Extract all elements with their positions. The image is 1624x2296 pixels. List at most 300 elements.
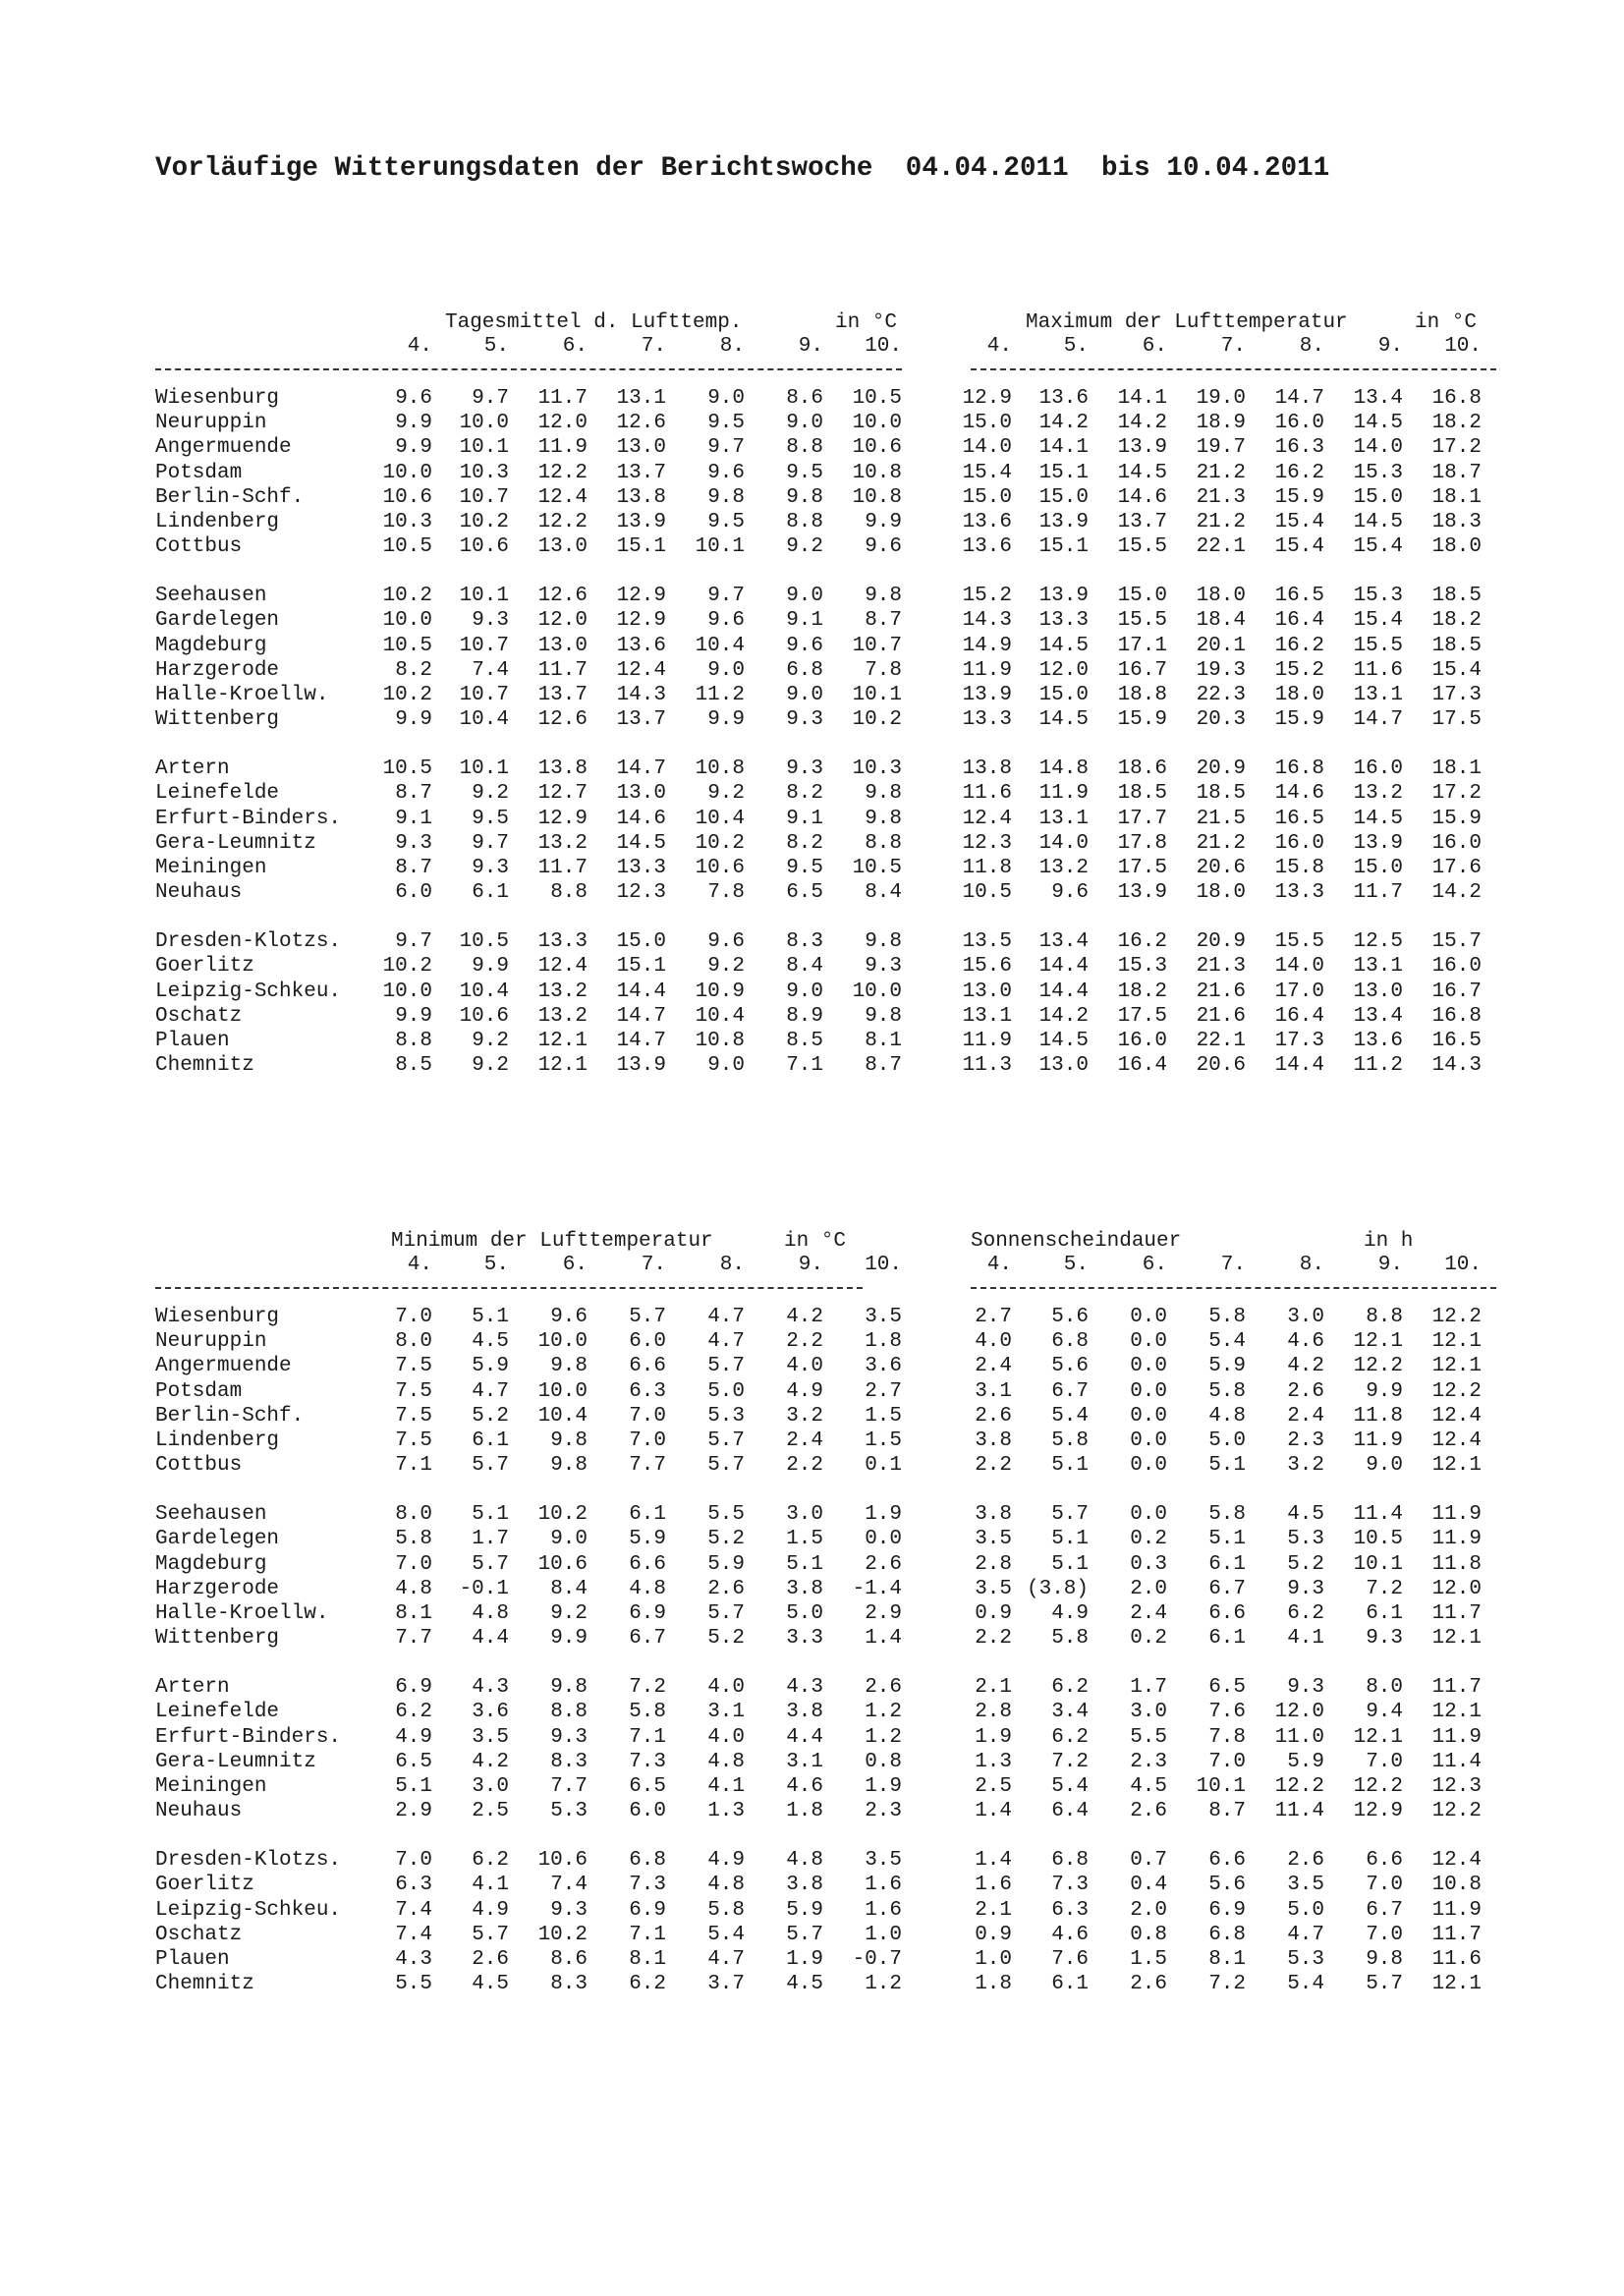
- block-header: [155, 1228, 1491, 1277]
- station-group: [155, 1848, 1491, 1996]
- station-name: Chemnitz: [155, 1054, 254, 1078]
- value-cell: 9.7: [707, 585, 745, 608]
- value-cell: 15.2: [962, 585, 1012, 608]
- value-cell: 11.7: [1431, 1923, 1482, 1946]
- value-cell: 8.4: [786, 955, 823, 979]
- value-cell: 9.8: [550, 1355, 588, 1378]
- value-cell: 2.6: [865, 1552, 902, 1576]
- value-cell: 7.8: [1208, 1725, 1246, 1749]
- value-cell: 11.9: [1353, 1428, 1403, 1452]
- value-cell: 10.5: [852, 387, 902, 410]
- value-cell: 12.9: [616, 609, 666, 633]
- value-cell: 6.0: [395, 881, 432, 905]
- value-cell: 11.9: [537, 436, 588, 460]
- value-cell: 5.1: [786, 1552, 823, 1576]
- value-cell: 9.7: [472, 387, 509, 410]
- value-cell: 2.0: [1130, 1898, 1167, 1922]
- value-cell: 11.7: [537, 658, 588, 682]
- value-cell: 5.0: [1287, 1898, 1324, 1922]
- value-cell: 7.3: [629, 1874, 666, 1897]
- value-cell: 1.6: [865, 1874, 902, 1897]
- station-name: Halle-Kroellw.: [155, 683, 329, 706]
- value-cell: 7.2: [1366, 1577, 1403, 1600]
- value-cell: 7.4: [472, 658, 509, 682]
- value-cell: 12.4: [616, 658, 666, 682]
- value-cell: 3.6: [472, 1701, 509, 1724]
- value-cell: 2.6: [1287, 1849, 1324, 1873]
- value-cell: 18.4: [1196, 609, 1246, 633]
- value-cell: 12.3: [962, 831, 1012, 855]
- value-cell: 21.6: [1196, 980, 1246, 1003]
- station-group: [155, 756, 1491, 905]
- value-cell: 7.7: [550, 1774, 588, 1798]
- value-cell: 6.1: [1208, 1627, 1246, 1651]
- value-cell: 10.3: [852, 757, 902, 781]
- value-cell: 7.0: [1208, 1750, 1246, 1773]
- value-cell: 5.7: [707, 1428, 745, 1452]
- value-cell: 10.4: [695, 807, 745, 830]
- value-cell: 5.9: [472, 1355, 509, 1378]
- value-cell: 9.5: [472, 807, 509, 830]
- value-cell: 6.2: [1051, 1725, 1089, 1749]
- value-cell: 4.9: [786, 1379, 823, 1403]
- value-cell: 17.5: [1117, 1004, 1167, 1028]
- value-cell: 8.1: [1208, 1947, 1246, 1971]
- value-cell: 0.0: [1130, 1379, 1167, 1403]
- block-header: [155, 309, 1491, 359]
- value-cell: 9.3: [865, 955, 902, 979]
- value-cell: 13.2: [537, 1004, 588, 1028]
- day-header: 10.: [865, 1254, 902, 1276]
- value-cell: 19.3: [1196, 658, 1246, 682]
- station-name: Seehausen: [155, 1503, 267, 1527]
- value-cell: 15.1: [616, 955, 666, 979]
- value-cell: 5.1: [1051, 1454, 1089, 1478]
- value-cell: 13.8: [537, 757, 588, 781]
- table-row: [155, 1947, 1491, 1972]
- value-cell: 21.6: [1196, 1004, 1246, 1028]
- value-cell: 5.1: [472, 1503, 509, 1527]
- value-cell: 10.2: [382, 585, 432, 608]
- value-cell: 9.6: [707, 461, 745, 484]
- value-cell: 15.4: [962, 461, 1012, 484]
- value-cell: 12.6: [616, 412, 666, 435]
- value-cell: 4.9: [472, 1898, 509, 1922]
- value-cell: 10.0: [382, 980, 432, 1003]
- value-cell: 20.9: [1196, 930, 1246, 954]
- value-cell: 15.5: [1353, 634, 1403, 657]
- value-cell: 1.8: [865, 1330, 902, 1354]
- value-cell: 12.9: [1353, 1800, 1403, 1823]
- value-cell: 9.2: [472, 1029, 509, 1052]
- value-cell: 0.0: [1130, 1306, 1167, 1328]
- value-cell: 12.2: [1431, 1800, 1482, 1823]
- value-cell: 13.6: [962, 535, 1012, 559]
- table-row: [155, 1873, 1491, 1897]
- value-cell: 18.8: [1117, 683, 1167, 706]
- station-name: Oschatz: [155, 1923, 243, 1946]
- station-name: Neuhaus: [155, 881, 243, 905]
- value-cell: 15.0: [1353, 856, 1403, 879]
- value-cell: 5.7: [472, 1454, 509, 1478]
- value-cell: 13.9: [1353, 831, 1403, 855]
- value-cell: 13.9: [1038, 585, 1089, 608]
- value-cell: 8.1: [629, 1947, 666, 1971]
- value-cell: 4.9: [707, 1849, 745, 1873]
- value-cell: 10.2: [382, 683, 432, 706]
- table-row: [155, 1527, 1491, 1551]
- value-cell: 8.6: [550, 1947, 588, 1971]
- value-cell: 6.9: [629, 1898, 666, 1922]
- value-cell: 9.3: [786, 757, 823, 781]
- day-header: 4.: [407, 1254, 432, 1276]
- station-name: Gardelegen: [155, 1528, 280, 1551]
- value-cell: 10.1: [459, 436, 509, 460]
- table-row: [155, 435, 1491, 460]
- station-group: [155, 1305, 1491, 1478]
- value-cell: 11.9: [962, 1029, 1012, 1052]
- page-title: Vorläufige Witterungsdaten der Berichtswoche 04.04.2011 bis 10.04.2011: [155, 153, 1330, 184]
- table-row: [155, 1379, 1491, 1404]
- value-cell: 7.0: [1366, 1750, 1403, 1773]
- day-header: 9.: [1377, 335, 1403, 358]
- value-cell: 7.4: [550, 1874, 588, 1897]
- table-row: [155, 1552, 1491, 1577]
- value-cell: 12.1: [537, 1029, 588, 1052]
- value-cell: 5.7: [629, 1306, 666, 1328]
- value-cell: 1.4: [865, 1627, 902, 1651]
- value-cell: 4.1: [1287, 1627, 1324, 1651]
- value-cell: 5.4: [1208, 1330, 1246, 1354]
- station-name: Leinefelde: [155, 782, 280, 806]
- value-cell: 8.5: [395, 1054, 432, 1078]
- day-header: 7.: [1220, 1254, 1246, 1276]
- value-cell: 2.1: [975, 1676, 1012, 1700]
- value-cell: 5.4: [1287, 1973, 1324, 1996]
- value-cell: 13.7: [616, 708, 666, 732]
- value-cell: 12.0: [537, 609, 588, 633]
- value-cell: 6.6: [629, 1355, 666, 1378]
- station-name: Erfurt-Binders.: [155, 807, 342, 830]
- value-cell: 4.3: [395, 1947, 432, 1971]
- value-cell: 3.0: [1287, 1306, 1324, 1328]
- value-cell: 2.6: [1287, 1379, 1324, 1403]
- value-cell: 9.4: [1366, 1701, 1403, 1724]
- value-cell: 1.6: [975, 1874, 1012, 1897]
- value-cell: 16.2: [1117, 930, 1167, 954]
- value-cell: 1.8: [786, 1800, 823, 1823]
- table-row: [155, 880, 1491, 905]
- value-cell: 5.5: [1130, 1725, 1167, 1749]
- value-cell: 10.6: [459, 1004, 509, 1028]
- value-cell: 3.6: [865, 1355, 902, 1378]
- table-row: [155, 1626, 1491, 1651]
- value-cell: 16.7: [1117, 658, 1167, 682]
- station-name: Harzgerode: [155, 1577, 280, 1600]
- value-cell: 5.9: [786, 1898, 823, 1922]
- value-cell: 15.3: [1353, 461, 1403, 484]
- value-cell: 9.2: [786, 535, 823, 559]
- value-cell: 11.8: [962, 856, 1012, 879]
- value-cell: 10.0: [852, 412, 902, 435]
- value-cell: 1.2: [865, 1725, 902, 1749]
- value-cell: 13.7: [1117, 510, 1167, 533]
- value-cell: 18.0: [1431, 535, 1482, 559]
- value-cell: 21.5: [1196, 807, 1246, 830]
- value-cell: 9.1: [786, 807, 823, 830]
- value-cell: 16.5: [1274, 807, 1324, 830]
- value-cell: 13.5: [962, 930, 1012, 954]
- value-cell: 0.9: [975, 1923, 1012, 1946]
- value-cell: 5.0: [786, 1601, 823, 1625]
- value-cell: 4.5: [786, 1973, 823, 1996]
- station-name: Angermuende: [155, 436, 292, 460]
- value-cell: 14.1: [1038, 436, 1089, 460]
- value-cell: 4.0: [786, 1355, 823, 1378]
- value-cell: 10.5: [382, 535, 432, 559]
- value-cell: 6.2: [395, 1701, 432, 1724]
- value-cell: 7.0: [629, 1428, 666, 1452]
- value-cell: 4.0: [975, 1330, 1012, 1354]
- value-cell: 21.2: [1196, 461, 1246, 484]
- value-cell: 10.0: [537, 1379, 588, 1403]
- value-cell: 19.0: [1196, 387, 1246, 410]
- value-cell: 2.5: [472, 1800, 509, 1823]
- right-separator-rule: [971, 368, 1496, 370]
- station-name: Cottbus: [155, 535, 243, 559]
- station-name: Gera-Leumnitz: [155, 1750, 316, 1773]
- value-cell: 8.2: [786, 831, 823, 855]
- value-cell: 7.6: [1208, 1701, 1246, 1724]
- value-cell: 10.7: [459, 634, 509, 657]
- value-cell: 10.0: [852, 980, 902, 1003]
- value-cell: 14.4: [616, 980, 666, 1003]
- value-cell: 9.6: [1051, 881, 1089, 905]
- value-cell: 9.3: [472, 856, 509, 879]
- value-cell: 6.0: [629, 1800, 666, 1823]
- value-cell: 9.9: [395, 708, 432, 732]
- table-row: [155, 856, 1491, 880]
- value-cell: 2.9: [865, 1601, 902, 1625]
- value-cell: 13.0: [616, 436, 666, 460]
- value-cell: 3.8: [975, 1503, 1012, 1527]
- table-row: [155, 1354, 1491, 1378]
- value-cell: 6.8: [1051, 1849, 1089, 1873]
- value-cell: 5.9: [1208, 1355, 1246, 1378]
- value-cell: 6.8: [629, 1849, 666, 1873]
- value-cell: 9.0: [707, 387, 745, 410]
- value-cell: 6.1: [1208, 1552, 1246, 1576]
- value-cell: 5.3: [1287, 1528, 1324, 1551]
- day-header: 10.: [1444, 1254, 1482, 1276]
- value-cell: 5.7: [1366, 1973, 1403, 1996]
- value-cell: 1.7: [1130, 1676, 1167, 1700]
- value-cell: 16.0: [1353, 757, 1403, 781]
- value-cell: 9.2: [550, 1601, 588, 1625]
- value-cell: 5.4: [1051, 1404, 1089, 1428]
- value-cell: 0.0: [1130, 1503, 1167, 1527]
- value-cell: 9.1: [786, 609, 823, 633]
- value-cell: 4.5: [472, 1973, 509, 1996]
- value-cell: 10.5: [382, 634, 432, 657]
- block-rows: [155, 386, 1491, 1102]
- value-cell: 6.7: [629, 1627, 666, 1651]
- value-cell: 10.5: [962, 881, 1012, 905]
- value-cell: 13.3: [1038, 609, 1089, 633]
- day-header: 9.: [1377, 1254, 1403, 1276]
- value-cell: 13.2: [1353, 782, 1403, 806]
- value-cell: 10.9: [695, 980, 745, 1003]
- value-cell: 6.2: [629, 1973, 666, 1996]
- value-cell: 16.4: [1274, 609, 1324, 633]
- value-cell: 14.5: [616, 831, 666, 855]
- value-cell: 15.8: [1274, 856, 1324, 879]
- value-cell: 14.5: [1353, 412, 1403, 435]
- value-cell: 16.0: [1274, 412, 1324, 435]
- value-cell: 11.6: [1431, 1947, 1482, 1971]
- value-cell: 17.2: [1431, 782, 1482, 806]
- value-cell: 18.9: [1196, 412, 1246, 435]
- value-cell: 8.8: [550, 881, 588, 905]
- value-cell: 5.1: [395, 1774, 432, 1798]
- left-table-label: Minimum der Lufttemperatur: [391, 1230, 713, 1253]
- value-cell: 9.8: [865, 807, 902, 830]
- right-table-label: Maximum der Lufttemperatur: [1026, 311, 1348, 334]
- value-cell: 8.7: [865, 609, 902, 633]
- value-cell: 3.1: [786, 1750, 823, 1773]
- value-cell: 2.2: [786, 1330, 823, 1354]
- value-cell: 3.8: [975, 1428, 1012, 1452]
- value-cell: 14.7: [1353, 708, 1403, 732]
- value-cell: 7.0: [395, 1552, 432, 1576]
- value-cell: 8.3: [550, 1973, 588, 1996]
- value-cell: 2.6: [975, 1404, 1012, 1428]
- value-cell: 12.9: [616, 585, 666, 608]
- value-cell: 4.7: [472, 1379, 509, 1403]
- value-cell: 14.7: [616, 1004, 666, 1028]
- value-cell: 10.4: [537, 1404, 588, 1428]
- value-cell: 9.9: [395, 1004, 432, 1028]
- table-row: [155, 683, 1491, 707]
- value-cell: 5.0: [707, 1379, 745, 1403]
- value-cell: 12.3: [616, 881, 666, 905]
- value-cell: 12.1: [537, 1054, 588, 1078]
- value-cell: 4.1: [707, 1774, 745, 1798]
- table-row: [155, 1972, 1491, 1996]
- value-cell: 10.0: [459, 412, 509, 435]
- value-cell: 14.3: [616, 683, 666, 706]
- value-cell: 6.7: [1051, 1379, 1089, 1403]
- day-header: 6.: [1142, 1254, 1167, 1276]
- value-cell: 10.1: [852, 683, 902, 706]
- value-cell: 8.2: [786, 782, 823, 806]
- value-cell: 7.1: [629, 1923, 666, 1946]
- value-cell: 9.8: [865, 782, 902, 806]
- value-cell: 14.4: [1038, 955, 1089, 979]
- value-cell: 6.6: [1366, 1849, 1403, 1873]
- day-header: 5.: [1063, 335, 1089, 358]
- table-row: [155, 1799, 1491, 1823]
- value-cell: 5.3: [707, 1404, 745, 1428]
- value-cell: 13.1: [1353, 955, 1403, 979]
- value-cell: 3.5: [1287, 1874, 1324, 1897]
- value-cell: 20.9: [1196, 757, 1246, 781]
- value-cell: 3.1: [975, 1379, 1012, 1403]
- value-cell: 11.7: [1431, 1601, 1482, 1625]
- value-cell: 9.2: [707, 955, 745, 979]
- value-cell: 5.8: [395, 1528, 432, 1551]
- value-cell: 0.0: [865, 1528, 902, 1551]
- value-cell: 5.6: [1051, 1306, 1089, 1328]
- value-cell: 18.5: [1117, 782, 1167, 806]
- station-name: Berlin-Schf.: [155, 1404, 305, 1428]
- value-cell: 17.5: [1431, 708, 1482, 732]
- value-cell: 4.3: [786, 1676, 823, 1700]
- value-cell: 1.0: [975, 1947, 1012, 1971]
- left-table-label: Tagesmittel d. Lufttemp.: [445, 311, 743, 334]
- value-cell: 8.7: [865, 1054, 902, 1078]
- value-cell: 4.7: [707, 1947, 745, 1971]
- station-name: Meiningen: [155, 1774, 267, 1798]
- station-group: [155, 386, 1491, 559]
- value-cell: 7.4: [395, 1923, 432, 1946]
- value-cell: 13.1: [1038, 807, 1089, 830]
- value-cell: 5.4: [1051, 1774, 1089, 1798]
- value-cell: 7.1: [786, 1054, 823, 1078]
- table-row: [155, 1428, 1491, 1453]
- value-cell: 12.2: [1353, 1774, 1403, 1798]
- value-cell: 9.0: [786, 683, 823, 706]
- table-row: [155, 1305, 1491, 1329]
- value-cell: 8.8: [786, 510, 823, 533]
- value-cell: 12.9: [537, 807, 588, 830]
- value-cell: 4.7: [707, 1330, 745, 1354]
- block-min-sunshine: [155, 1228, 1491, 1996]
- value-cell: 11.9: [1431, 1503, 1482, 1527]
- value-cell: 17.1: [1117, 634, 1167, 657]
- value-cell: 3.8: [786, 1874, 823, 1897]
- value-cell: 14.4: [1038, 980, 1089, 1003]
- day-header: 8.: [1299, 1254, 1324, 1276]
- value-cell: 13.0: [537, 535, 588, 559]
- value-cell: 6.1: [472, 1428, 509, 1452]
- value-cell: 3.5: [865, 1306, 902, 1328]
- value-cell: 21.3: [1196, 955, 1246, 979]
- value-cell: 12.1: [1353, 1725, 1403, 1749]
- value-cell: 2.4: [786, 1428, 823, 1452]
- value-cell: 0.9: [975, 1601, 1012, 1625]
- value-cell: 10.6: [537, 1849, 588, 1873]
- station-group: [155, 929, 1491, 1078]
- station-name: Plauen: [155, 1947, 230, 1971]
- value-cell: 13.9: [1117, 881, 1167, 905]
- value-cell: 3.0: [1130, 1701, 1167, 1724]
- value-cell: 12.2: [1353, 1355, 1403, 1378]
- value-cell: 8.8: [550, 1701, 588, 1724]
- value-cell: 4.1: [472, 1874, 509, 1897]
- value-cell: 7.6: [1051, 1947, 1089, 1971]
- value-cell: 1.4: [975, 1849, 1012, 1873]
- value-cell: 5.8: [1051, 1627, 1089, 1651]
- value-cell: 8.6: [786, 387, 823, 410]
- value-cell: 7.8: [707, 881, 745, 905]
- value-cell: 8.8: [395, 1029, 432, 1052]
- value-cell: 12.2: [1431, 1306, 1482, 1328]
- value-cell: 6.5: [629, 1774, 666, 1798]
- value-cell: 15.3: [1353, 585, 1403, 608]
- value-cell: 6.6: [1208, 1849, 1246, 1873]
- value-cell: 6.1: [472, 881, 509, 905]
